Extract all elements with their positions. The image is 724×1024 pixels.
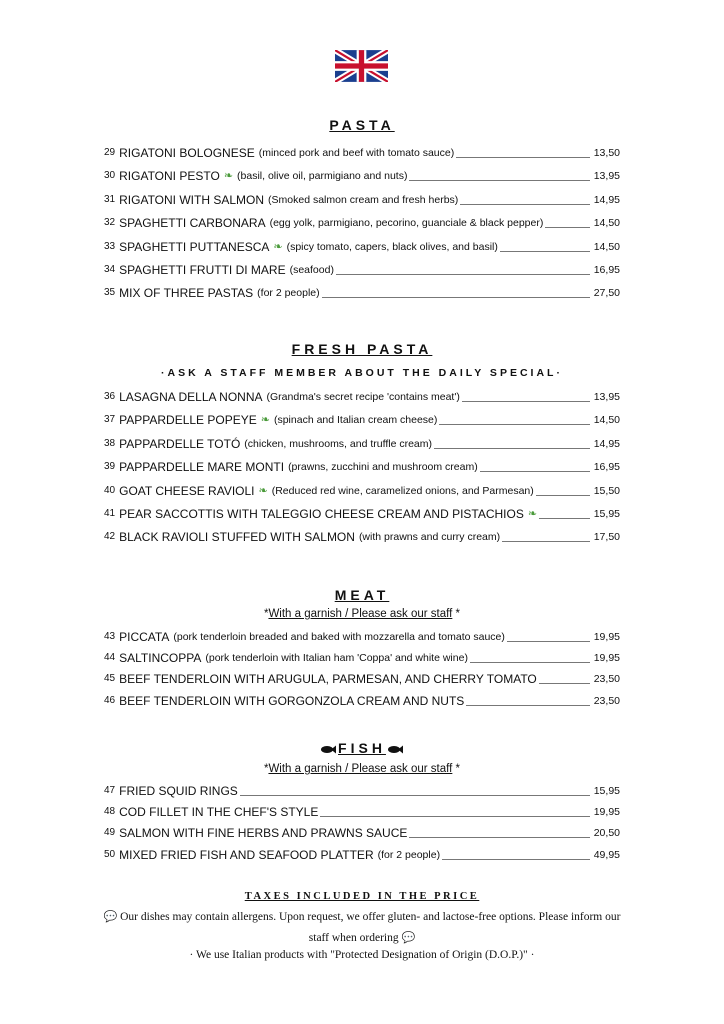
allergen-text: Our dishes may contain allergens. Upon request, we offer gluten- and lactose-free options. Please inform our staff when ordering (120, 911, 621, 944)
item-name: SPAGHETTI CARBONARA (119, 216, 266, 231)
item-number: 42 (104, 531, 116, 543)
item-number: 43 (104, 631, 116, 642)
leader-line (545, 227, 589, 228)
item-description: (Reduced red wine, caramelized onions, and Parmesan) (271, 484, 534, 497)
leader-line (240, 795, 590, 796)
leaf-icon: ❧ (258, 484, 268, 497)
item-number: 40 (104, 484, 116, 496)
allergen-notice (100, 907, 624, 949)
meat-garnish-note (0, 608, 724, 620)
item-description: (egg yolk, parmigiano, pecorino, guanciale & black pepper) (269, 217, 544, 230)
leader-line (480, 471, 590, 472)
item-number: 41 (104, 508, 116, 519)
item-price: 19,95 (593, 631, 620, 643)
leaf-icon: ❧ (527, 508, 538, 520)
leader-line (456, 157, 589, 158)
item-number: 37 (104, 414, 116, 426)
leader-line (442, 859, 590, 860)
item-number: 39 (104, 461, 116, 473)
item-number: 31 (104, 193, 116, 205)
fish-icon (388, 745, 403, 754)
item-description: (for 2 people) (257, 287, 320, 300)
menu-item-row (104, 410, 620, 428)
leader-line (500, 251, 590, 252)
item-price: 15,95 (593, 508, 620, 520)
menu-item-row (104, 691, 620, 709)
item-price: 15,95 (593, 785, 620, 797)
section-title-pasta: PASTA (329, 117, 395, 133)
leaf-icon: ❧ (260, 414, 270, 427)
item-number: 47 (104, 785, 116, 796)
leader-line (536, 495, 590, 496)
leader-line (439, 424, 589, 425)
item-description: (spicy tomato, capers, black olives, and basil) (286, 240, 498, 253)
item-name: BLACK RAVIOLI STUFFED WITH SALMON (119, 530, 355, 545)
menu-item-row (104, 781, 620, 799)
item-price: 19,95 (593, 652, 620, 665)
item-number: 50 (104, 848, 116, 860)
item-name: LASAGNA DELLA NONNA (119, 390, 263, 404)
leader-line (462, 401, 590, 402)
item-name: FRIED SQUID RINGS (119, 784, 238, 798)
item-name: GOAT CHEESE RAVIOLI (119, 483, 255, 498)
item-name: RIGATONI PESTO (119, 169, 220, 184)
item-description: (with prawns and curry cream) (358, 531, 501, 544)
leaf-icon: ❧ (273, 240, 283, 253)
item-name: PAPPARDELLE TOTÓ (119, 436, 241, 451)
item-number: 38 (104, 437, 116, 449)
item-description: (pork tenderloin with Italian ham 'Coppa' and white wine) (205, 652, 468, 665)
item-number: 44 (104, 652, 116, 664)
note-prefix: * (263, 763, 269, 775)
item-price: 13,50 (593, 147, 620, 159)
leader-line (409, 180, 589, 181)
item-name: PICCATA (119, 630, 170, 644)
note-suffix: * (452, 763, 461, 775)
item-price: 14,50 (593, 240, 620, 253)
item-name: MIX OF THREE PASTAS (119, 286, 254, 301)
item-price: 17,50 (593, 531, 620, 544)
item-number: 33 (104, 240, 116, 252)
note-suffix: * (452, 608, 461, 620)
menu-item-row (104, 669, 620, 687)
leader-line (539, 683, 590, 684)
leader-line (470, 662, 590, 663)
item-name: SALTINCOPPA (119, 651, 202, 666)
menu-item-row (104, 143, 620, 161)
item-number: 35 (104, 287, 116, 299)
item-description: (Grandma's secret recipe 'contains meat') (266, 391, 460, 403)
section-title-fish (0, 740, 724, 756)
item-name: PAPPARDELLE POPEYE (119, 413, 257, 428)
section-title-fresh-pasta: FRESH PASTA (291, 341, 433, 357)
item-name: COD FILLET IN THE CHEF'S STYLE (119, 805, 319, 820)
item-name: SPAGHETTI FRUTTI DI MARE (119, 263, 286, 277)
item-number: 32 (104, 217, 116, 229)
item-price: 19,95 (593, 806, 620, 819)
menu-item-row (104, 434, 620, 452)
menu-item-row (104, 283, 620, 301)
note-prefix: * (263, 608, 269, 620)
leader-line (502, 541, 590, 542)
taxes-included-title: TAXES INCLUDED IN THE PRICE (244, 891, 480, 902)
item-price: 49,95 (593, 848, 620, 861)
leader-line (460, 204, 589, 205)
menu-item-row (104, 481, 620, 499)
menu-item-row (104, 166, 620, 184)
menu-item-row (104, 457, 620, 475)
item-price: 23,50 (593, 673, 620, 686)
item-price: 14,50 (593, 414, 620, 427)
item-number: 45 (104, 673, 116, 685)
item-description: (prawns, zucchini and mushroom cream) (288, 461, 478, 474)
leader-line (507, 641, 590, 642)
menu-item-row (104, 823, 620, 841)
item-price: 13,95 (593, 170, 620, 183)
item-name: PEAR SACCOTTIS WITH TALEGGIO CHEESE CREAM AND PISTACHIOS (119, 507, 524, 521)
menu-item-row (104, 504, 620, 522)
item-name: SPAGHETTI PUTTANESCA (119, 239, 270, 254)
item-price: 23,50 (593, 694, 620, 707)
fish-garnish-note (0, 763, 724, 775)
item-description: (pork tenderloin breaded and baked with mozzarella and tomato sauce) (173, 631, 505, 643)
item-price: 14,95 (593, 437, 620, 450)
menu-item-row (104, 213, 620, 231)
item-description: (basil, olive oil, parmigiano and nuts) (237, 170, 408, 183)
item-price: 16,95 (593, 461, 620, 474)
item-price: 14,50 (593, 217, 620, 230)
item-price: 15,50 (593, 484, 620, 497)
leader-line (434, 448, 590, 449)
leader-line (322, 297, 590, 298)
item-price: 20,50 (593, 827, 620, 840)
origin-notice: · We use Italian products with "Protected Designation of Origin (D.O.P.)" · (189, 949, 535, 961)
item-description: (minced pork and beef with tomato sauce) (258, 147, 455, 159)
menu-item-row (104, 237, 620, 255)
fish-title-text: FISH (338, 740, 386, 756)
item-name: MIXED FRIED FISH AND SEAFOOD PLATTER (119, 847, 374, 862)
menu-item-row (104, 627, 620, 645)
item-description: (Smoked salmon cream and fresh herbs) (268, 193, 459, 206)
item-number: 36 (104, 391, 116, 402)
menu-item-row (104, 648, 620, 666)
note-link: With a garnish / Please ask our staff (268, 608, 453, 620)
leader-line (336, 274, 590, 275)
item-price: 14,95 (593, 193, 620, 206)
menu-item-row (104, 387, 620, 405)
item-number: 34 (104, 264, 116, 275)
leader-line (466, 705, 589, 706)
item-number: 48 (104, 806, 116, 818)
menu-item-row (104, 260, 620, 278)
menu-item-row (104, 802, 620, 820)
menu-item-row (104, 527, 620, 545)
item-name: SALMON WITH FINE HERBS AND PRAWNS SAUCE (119, 826, 408, 841)
item-number: 30 (104, 170, 116, 182)
item-number: 46 (104, 694, 116, 706)
item-price: 16,95 (593, 264, 620, 276)
menu-item-row (104, 190, 620, 208)
item-number: 49 (104, 827, 116, 839)
daily-special-subtitle: ·ASK A STAFF MEMBER ABOUT THE DAILY SPECIAL· (161, 367, 563, 379)
item-description: (spinach and Italian cream cheese) (273, 414, 438, 427)
item-name: RIGATONI BOLOGNESE (119, 146, 255, 160)
item-name: RIGATONI WITH SALMON (119, 192, 265, 207)
item-description: (chicken, mushrooms, and truffle cream) (244, 437, 432, 450)
speech-bubble-icon: 💬 (401, 932, 416, 944)
speech-bubble-icon: 💬 (103, 911, 118, 923)
leader-line (409, 837, 589, 838)
item-description: (for 2 people) (377, 848, 441, 861)
leader-line (320, 816, 589, 817)
leaf-icon: ❧ (223, 170, 234, 183)
item-price: 27,50 (593, 287, 620, 300)
fish-icon (321, 745, 336, 754)
section-title-meat: MEAT (334, 587, 390, 603)
item-price: 13,95 (593, 391, 620, 403)
item-number: 29 (104, 147, 116, 158)
uk-flag-icon (335, 50, 388, 82)
item-name: BEEF TENDERLOIN WITH ARUGULA, PARMESAN, AND CHERRY TOMATO (119, 672, 537, 687)
item-name: PAPPARDELLE MARE MONTI (119, 460, 285, 475)
menu-item-row (104, 845, 620, 863)
leader-line (539, 518, 590, 519)
item-description: (seafood) (289, 264, 334, 276)
item-name: BEEF TENDERLOIN WITH GORGONZOLA CREAM AND NUTS (119, 693, 465, 708)
note-link: With a garnish / Please ask our staff (268, 763, 453, 775)
